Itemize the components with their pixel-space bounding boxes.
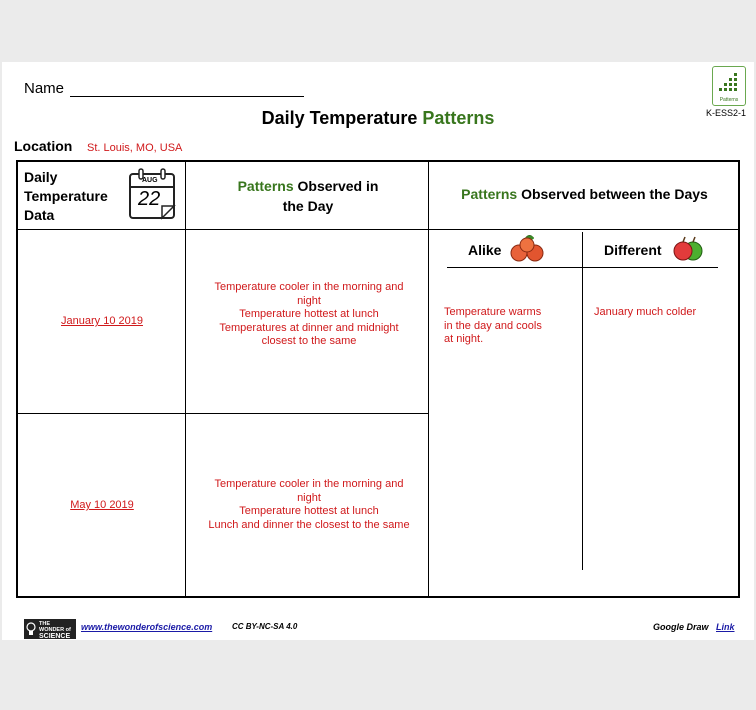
header-daily-data bbox=[24, 168, 124, 225]
alike-label: Alike bbox=[468, 242, 502, 258]
row-divider bbox=[16, 413, 429, 414]
row-2-date: May 10 2019 bbox=[70, 499, 134, 511]
header-line-1: Daily bbox=[24, 169, 58, 185]
table-border-right bbox=[738, 160, 740, 598]
obs-line: Temperature hottest at lunch bbox=[239, 505, 379, 517]
page-title bbox=[2, 108, 754, 129]
logo-line-3: SCIENCE bbox=[39, 633, 71, 640]
row-1-observations bbox=[204, 281, 414, 349]
header-patterns-day bbox=[186, 176, 430, 216]
header-mid-text-2: the Day bbox=[282, 198, 334, 214]
obs-line: night bbox=[297, 294, 321, 307]
obs-line: Lunch and dinner the closest to the same bbox=[208, 518, 410, 531]
patterns-badge-icon bbox=[712, 66, 746, 106]
alike-line: at night. bbox=[444, 333, 484, 345]
header-right-patterns: Patterns bbox=[461, 186, 518, 202]
name-label: Name bbox=[24, 80, 65, 97]
obs-line: Temperature cooler in the morning and bbox=[214, 478, 404, 490]
title-patterns: Patterns bbox=[422, 108, 495, 128]
different-answer: January much colder bbox=[594, 306, 697, 318]
obs-line: Temperature hottest at lunch bbox=[239, 308, 379, 320]
table-border-left bbox=[16, 160, 18, 598]
worksheet-page bbox=[2, 62, 754, 640]
column-divider-2 bbox=[428, 160, 429, 598]
lightbulb-logo-icon bbox=[24, 619, 76, 639]
row-1-date: January 10 2019 bbox=[61, 315, 143, 327]
header-mid-patterns: Patterns bbox=[237, 178, 294, 194]
website-link[interactable]: www.thewonderofscience.com bbox=[81, 622, 213, 632]
different-label: Different bbox=[604, 242, 662, 258]
alike-line: in the day and cools bbox=[444, 319, 542, 332]
header-right-text: Observed between the Days bbox=[521, 186, 708, 202]
standard-code: K-ESS2-1 bbox=[706, 108, 747, 118]
header-mid-text-1: Observed in bbox=[297, 178, 379, 194]
temperature-table bbox=[16, 160, 740, 598]
obs-line: Temperatures at dinner and midnight bbox=[219, 321, 399, 334]
alike-answer bbox=[444, 306, 564, 347]
column-divider-1 bbox=[185, 160, 186, 598]
table-border-bottom bbox=[16, 596, 740, 598]
obs-line: closest to the same bbox=[261, 335, 357, 347]
location-label: Location bbox=[14, 138, 73, 154]
google-draw-link[interactable]: Link bbox=[716, 622, 735, 632]
alike-different-divider bbox=[582, 232, 583, 570]
license-text: CC BY-NC-SA 4.0 bbox=[232, 622, 298, 631]
title-main: Daily Temperature bbox=[261, 108, 418, 128]
header-patterns-between bbox=[429, 186, 740, 202]
obs-line: Temperature cooler in the morning and bbox=[214, 281, 404, 293]
location-value: St. Louis, MO, USA bbox=[87, 142, 183, 154]
logo-line-2: WONDER of bbox=[39, 627, 71, 633]
alike-line: Temperature warms bbox=[444, 306, 542, 318]
name-line bbox=[70, 96, 304, 97]
google-draw-label: Google Draw bbox=[653, 622, 709, 632]
calendar-icon bbox=[128, 168, 176, 222]
header-line-3: Data bbox=[24, 207, 55, 223]
header-line-2: Temperature bbox=[24, 188, 108, 204]
calendar-day: 22 bbox=[138, 188, 161, 210]
logo-text bbox=[39, 621, 71, 640]
obs-line: night bbox=[297, 491, 321, 504]
badge-caption: Patterns bbox=[719, 97, 739, 103]
row-2-observations bbox=[204, 478, 414, 532]
calendar-month: AUG bbox=[142, 177, 158, 184]
oranges-icon bbox=[510, 234, 544, 262]
header-divider bbox=[16, 229, 740, 230]
apples-icon bbox=[673, 236, 703, 262]
table-border-top bbox=[16, 160, 740, 162]
logo-line-1: THE bbox=[39, 621, 50, 627]
